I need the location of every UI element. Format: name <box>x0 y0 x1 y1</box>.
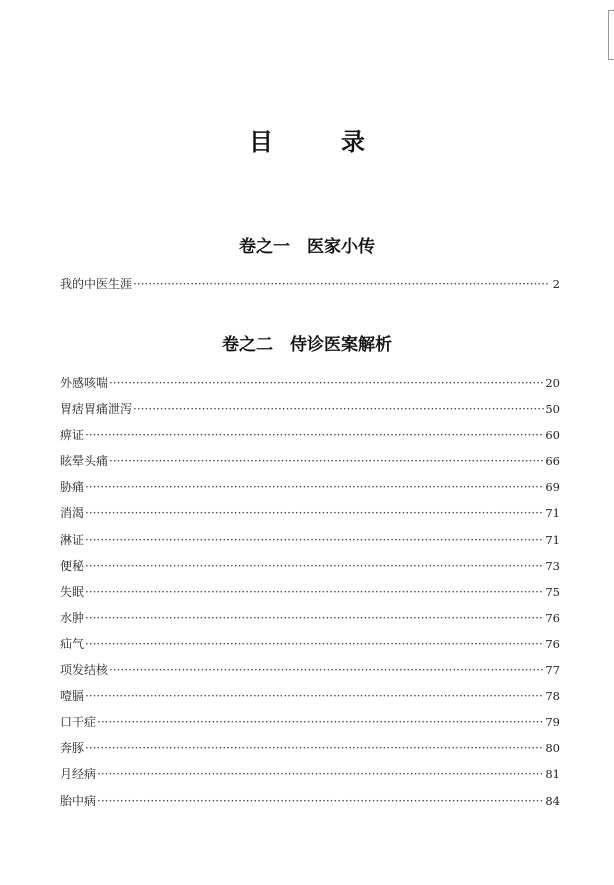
dot-leader <box>133 278 548 291</box>
dot-leader <box>109 377 544 390</box>
toc-entry-page: 84 <box>545 793 560 808</box>
toc-entry-page: 71 <box>545 532 560 547</box>
toc-entry-page: 76 <box>545 610 560 625</box>
toc-entry-page: 76 <box>545 636 560 651</box>
dot-leader <box>109 455 544 468</box>
toc-entry-label: 消渴 <box>60 506 85 521</box>
toc-entry[interactable] <box>60 638 560 651</box>
toc-entry-page: 20 <box>545 376 560 390</box>
toc-entry-label: 失眠 <box>60 584 85 599</box>
toc-entry-label: 噎膈 <box>60 689 85 704</box>
toc-entry[interactable] <box>60 795 560 808</box>
toc-entry-page: 2 <box>552 277 560 291</box>
toc-entry[interactable] <box>60 586 560 599</box>
dot-leader <box>85 481 544 494</box>
toc-entry-page: 69 <box>545 480 560 495</box>
dot-leader <box>85 429 544 442</box>
toc-entry-page: 77 <box>545 663 560 678</box>
toc-entry[interactable] <box>60 560 560 573</box>
toc-entry[interactable] <box>60 507 560 520</box>
dot-leader <box>85 690 544 703</box>
toc-entry-label: 眩晕头痛 <box>60 454 109 469</box>
dot-leader <box>109 664 544 677</box>
toc-entry-label: 便秘 <box>60 558 85 573</box>
dot-leader <box>85 612 544 625</box>
volume2-toc-list <box>60 377 560 808</box>
toc-entry-label: 外感咳喘 <box>60 376 109 390</box>
dot-leader <box>85 742 544 755</box>
dot-leader <box>85 507 544 520</box>
toc-entry[interactable] <box>60 278 560 291</box>
toc-entry[interactable] <box>60 403 560 416</box>
toc-entry-page: 71 <box>545 506 560 521</box>
toc-entry[interactable] <box>60 768 560 781</box>
toc-entry-page: 78 <box>545 689 560 704</box>
volume2-heading: 卷之二 侍诊医案解析 <box>222 335 392 355</box>
dot-leader <box>85 586 544 599</box>
dot-leader <box>133 403 544 416</box>
toc-entry-label: 疝气 <box>60 636 85 651</box>
volume1-toc-list <box>60 278 560 291</box>
dot-leader <box>85 638 544 651</box>
toc-entry-page: 66 <box>545 454 560 469</box>
toc-entry[interactable] <box>60 742 560 755</box>
toc-entry-label: 胃痞胃痛泄泻 <box>60 402 133 417</box>
dot-leader <box>97 716 544 729</box>
toc-entry[interactable] <box>60 534 560 547</box>
toc-entry-page: 80 <box>545 741 560 756</box>
toc-entry-page: 73 <box>545 558 560 573</box>
dot-leader <box>85 560 544 573</box>
toc-entry-label: 口干症 <box>60 715 97 730</box>
dot-leader <box>97 795 544 808</box>
toc-entry[interactable] <box>60 612 560 625</box>
toc-entry[interactable] <box>60 429 560 442</box>
toc-entry-page: 79 <box>545 715 560 730</box>
toc-entry-label: 水肿 <box>60 610 85 625</box>
toc-entry-page: 81 <box>545 767 560 782</box>
toc-entry-label: 我的中医生涯 <box>60 277 133 291</box>
toc-entry-label: 项发结核 <box>60 663 109 678</box>
dot-leader <box>97 768 544 781</box>
dot-leader <box>85 534 544 547</box>
toc-entry-label: 月经病 <box>60 767 97 782</box>
toc-entry-label: 淋证 <box>60 532 85 547</box>
toc-entry[interactable] <box>60 455 560 468</box>
toc-entry-label: 胁痛 <box>60 480 85 495</box>
volume1-heading: 卷之一 医家小传 <box>239 237 375 257</box>
toc-entry-label: 奔豚 <box>60 741 85 756</box>
toc-entry-page: 60 <box>545 428 560 443</box>
toc-entry[interactable] <box>60 481 560 494</box>
toc-entry[interactable] <box>60 716 560 729</box>
toc-entry[interactable] <box>60 664 560 677</box>
toc-entry-page: 50 <box>545 402 560 417</box>
toc-entry-label: 胎中病 <box>60 793 97 808</box>
toc-entry-label: 痹证 <box>60 428 85 443</box>
page-title: 目 录 <box>249 128 387 156</box>
page-edge-mark <box>608 10 614 60</box>
toc-entry-page: 75 <box>545 584 560 599</box>
toc-entry[interactable] <box>60 377 560 390</box>
toc-entry[interactable] <box>60 690 560 703</box>
